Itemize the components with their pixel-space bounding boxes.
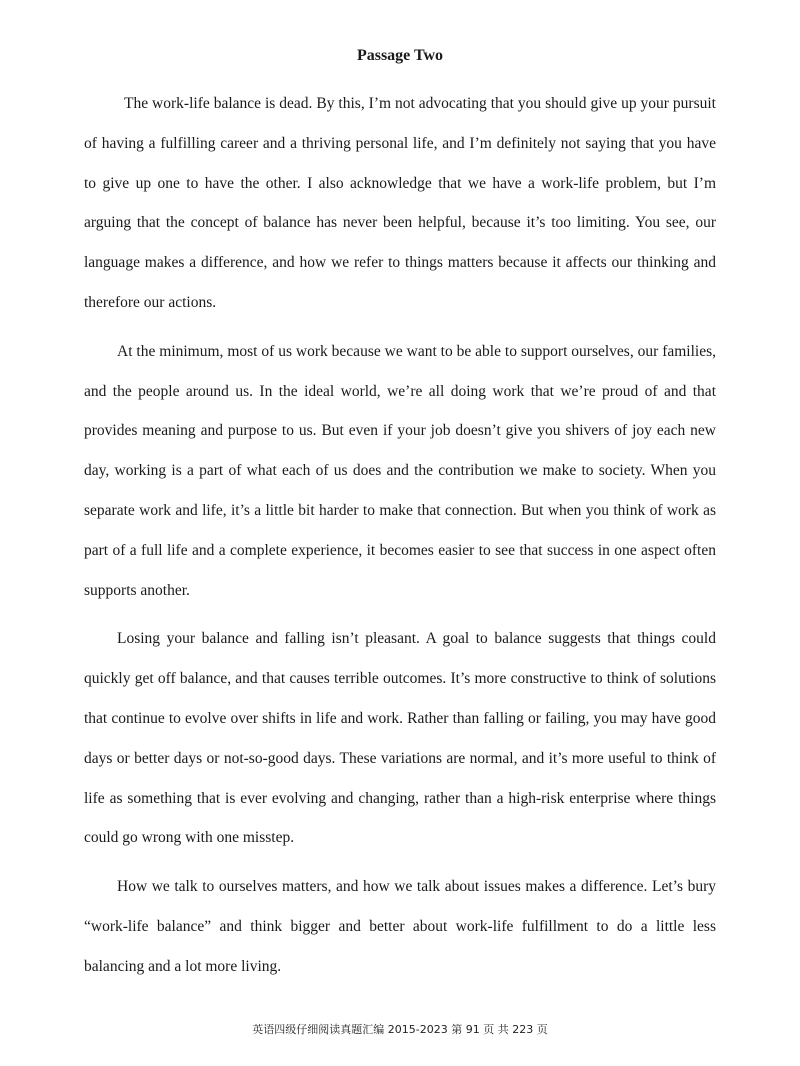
passage-body xyxy=(84,84,716,996)
paragraph-1: The work-life balance is dead. By this, I’m not advocating that you should give up your pursuit of having a fulfilling career and a thriving personal life, and I’m definitely not saying that you have to give up one to have the other. I also acknowledge that we have a work-life problem, but I’m arguing that the concept of balance has never been helpful, because it’s too limiting. You see, our language makes a difference, and how we refer to things matters because it affects our thinking and therefore our actions. xyxy=(84,95,716,311)
page-footer: 英语四级仔细阅读真题汇编 2015-2023 第 91 页 共 223 页 xyxy=(252,1023,548,1036)
paragraph-4: How we talk to ourselves matters, and how we talk about issues makes a difference. Let’s bury “work-life balance” and think bigger and better about work-life fulfillment to do a little less balancing and a lot more living. xyxy=(84,878,716,975)
passage-title: Passage Two xyxy=(356,47,444,64)
paragraph-2: At the minimum, most of us work because we want to be able to support ourselves, our families, and the people around us. In the ideal world, we’re all doing work that we’re proud of and that provides meaning and purpose to us. But even if your job doesn’t give you shivers of joy each new day, working is a part of what each of us does and the contribution we make to society. When you separate work and life, it’s a little bit harder to make that connection. But when you think of work as part of a full life and a complete experience, it becomes easier to see that success in one aspect often supports another. xyxy=(84,342,716,599)
paragraph-3: Losing your balance and falling isn’t pleasant. A goal to balance suggests that things could quickly get off balance, and that causes terrible outcomes. It’s more constructive to think of solutions that continue to evolve over shifts in life and work. Rather than falling or failing, you may have good days or better days or not-so-good days. These variations are normal, and it’s more useful to think of life as something that is ever evolving and changing, rather than a high-risk enterprise where things could go wrong with one misstep. xyxy=(84,630,716,847)
